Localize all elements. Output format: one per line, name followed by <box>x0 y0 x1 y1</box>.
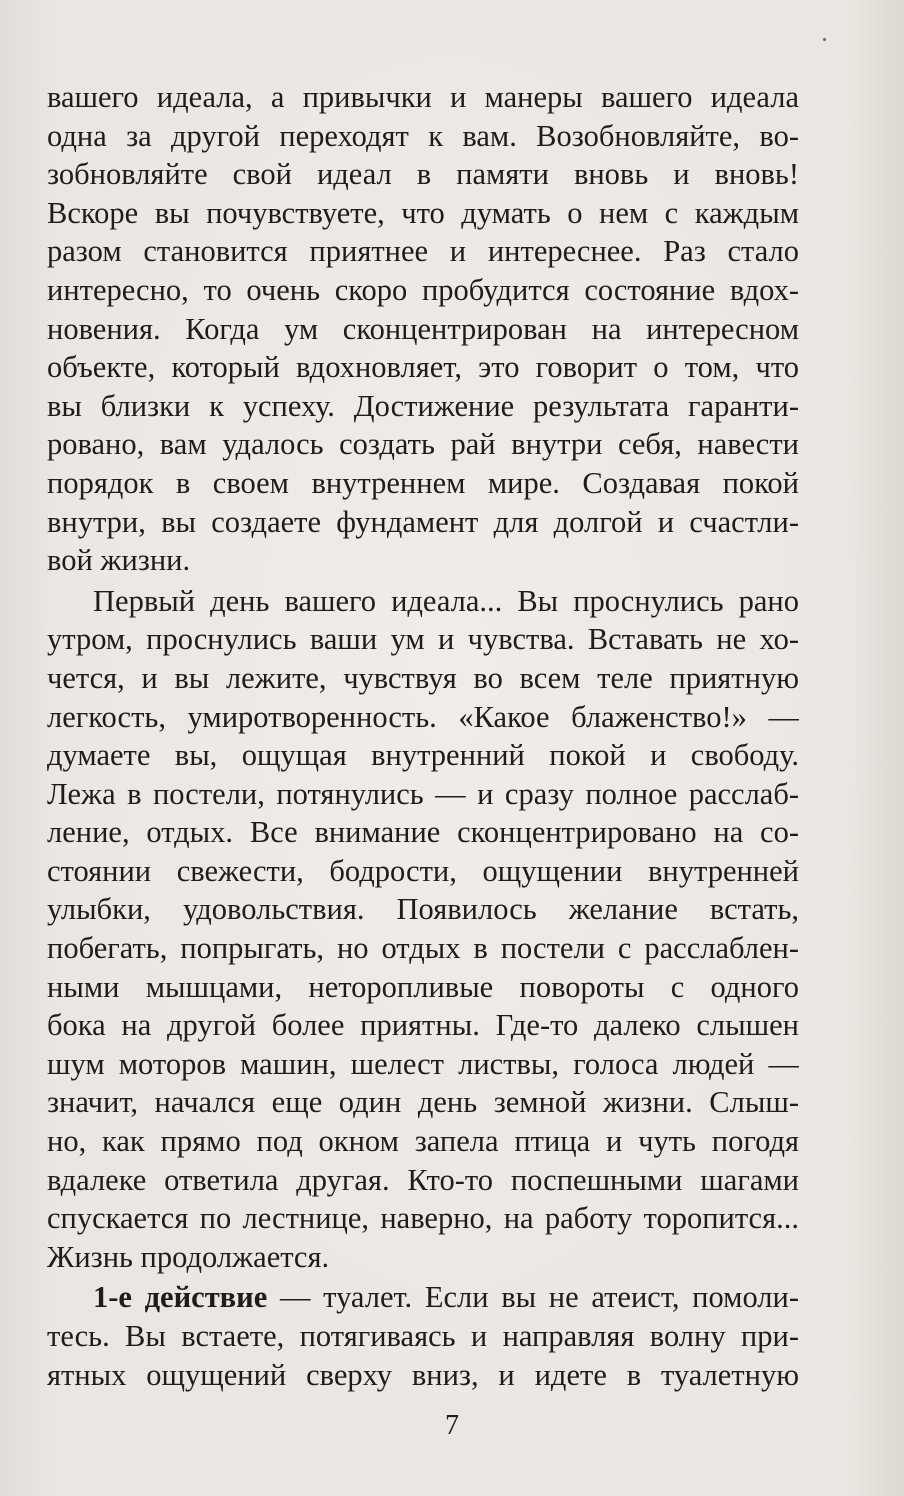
text-line: Лежа в постели, потянулись — и сразу полное расслаб- <box>47 776 799 811</box>
text-line: Вскоре вы почувствуете, что думать о нем с каждым <box>47 195 799 230</box>
text-line: спускается по лестнице, наверно, на работу торопится... <box>47 1201 799 1236</box>
bold-lead: 1-е действие <box>93 1280 268 1315</box>
text-line: одна за другой переходят к вам. Возобновляйте, во- <box>47 118 799 153</box>
text-line: внутри, вы создаете фундамент для долгой и счастли- <box>47 504 799 539</box>
text-line: чется, и вы лежите, чувствуя во всем теле приятную <box>47 660 799 695</box>
text-line: ятных ощущений сверху вниз, и идете в туалетную <box>47 1357 799 1392</box>
text-line: легкость, умиротворенность. «Какое блаженство!» — <box>47 699 799 734</box>
paragraph-2 <box>47 582 799 1277</box>
text-line: думаете вы, ощущая внутренний покой и свободу. <box>47 738 799 773</box>
text-line: бока на другой более приятны. Где-то далеко слышен <box>47 1008 799 1043</box>
paper-speck <box>823 38 826 41</box>
text-line: побегать, попрыгать, но отдых в постели с расслаблен- <box>47 931 799 966</box>
text-line: шум моторов машин, шелест листвы, голоса людей — <box>47 1046 799 1081</box>
text-line: улыбки, удовольствия. Появилось желание встать, <box>47 892 799 927</box>
text-line: но, как прямо под окном запела птица и чуть погодя <box>47 1124 799 1159</box>
text-line: новения. Когда ум сконцентрирован на интересном <box>47 311 799 346</box>
body-text <box>47 78 799 1394</box>
text-line: объекте, который вдохновляет, это говорит о том, что <box>47 350 799 385</box>
text-line: вашего идеала, а привычки и манеры вашего идеала <box>47 80 799 114</box>
text-line: вдалеке ответила другая. Кто-то поспешными шагами <box>47 1162 799 1197</box>
text-line: зобновляйте свой идеал в памяти вновь и вновь! <box>47 157 799 192</box>
text-line <box>47 1278 799 1317</box>
page-number: 7 <box>445 1410 459 1441</box>
paragraph-1 <box>47 78 799 580</box>
text-line: порядок в своем внутреннем мире. Создавая покой <box>47 465 799 500</box>
text-line: ровано, вам удалось создать рай внутри себя, навести <box>47 427 799 462</box>
paragraph-3 <box>47 1278 799 1394</box>
lead-rest: — туалет. Если вы не атеист, помоли- <box>267 1280 799 1315</box>
text-line: интересно, то очень скоро пробудится состояние вдох- <box>47 272 799 307</box>
text-line: стоянии свежести, бодрости, ощущении внутренней <box>47 853 799 888</box>
text-line: утром, проснулись ваши ум и чувства. Вставать не хо- <box>47 622 799 657</box>
text-line: вы близки к успеху. Достижение результата гаранти- <box>47 388 799 423</box>
text-line: Первый день вашего идеала... Вы проснулись рано <box>93 583 799 618</box>
text-line: ными мышцами, неторопливые повороты с одного <box>47 969 799 1004</box>
text-line: вой жизни. <box>47 543 191 578</box>
text-line: разом становится приятнее и интереснее. Раз стало <box>47 234 799 269</box>
text-line: ление, отдых. Все внимание сконцентрировано на со- <box>47 815 799 850</box>
text-line: Жизнь продолжается. <box>47 1239 330 1274</box>
text-line: значит, начался еще один день земной жизни. Слыш- <box>47 1085 799 1120</box>
text-line: тесь. Вы встаете, потягиваясь и направляя волну при- <box>47 1319 799 1353</box>
